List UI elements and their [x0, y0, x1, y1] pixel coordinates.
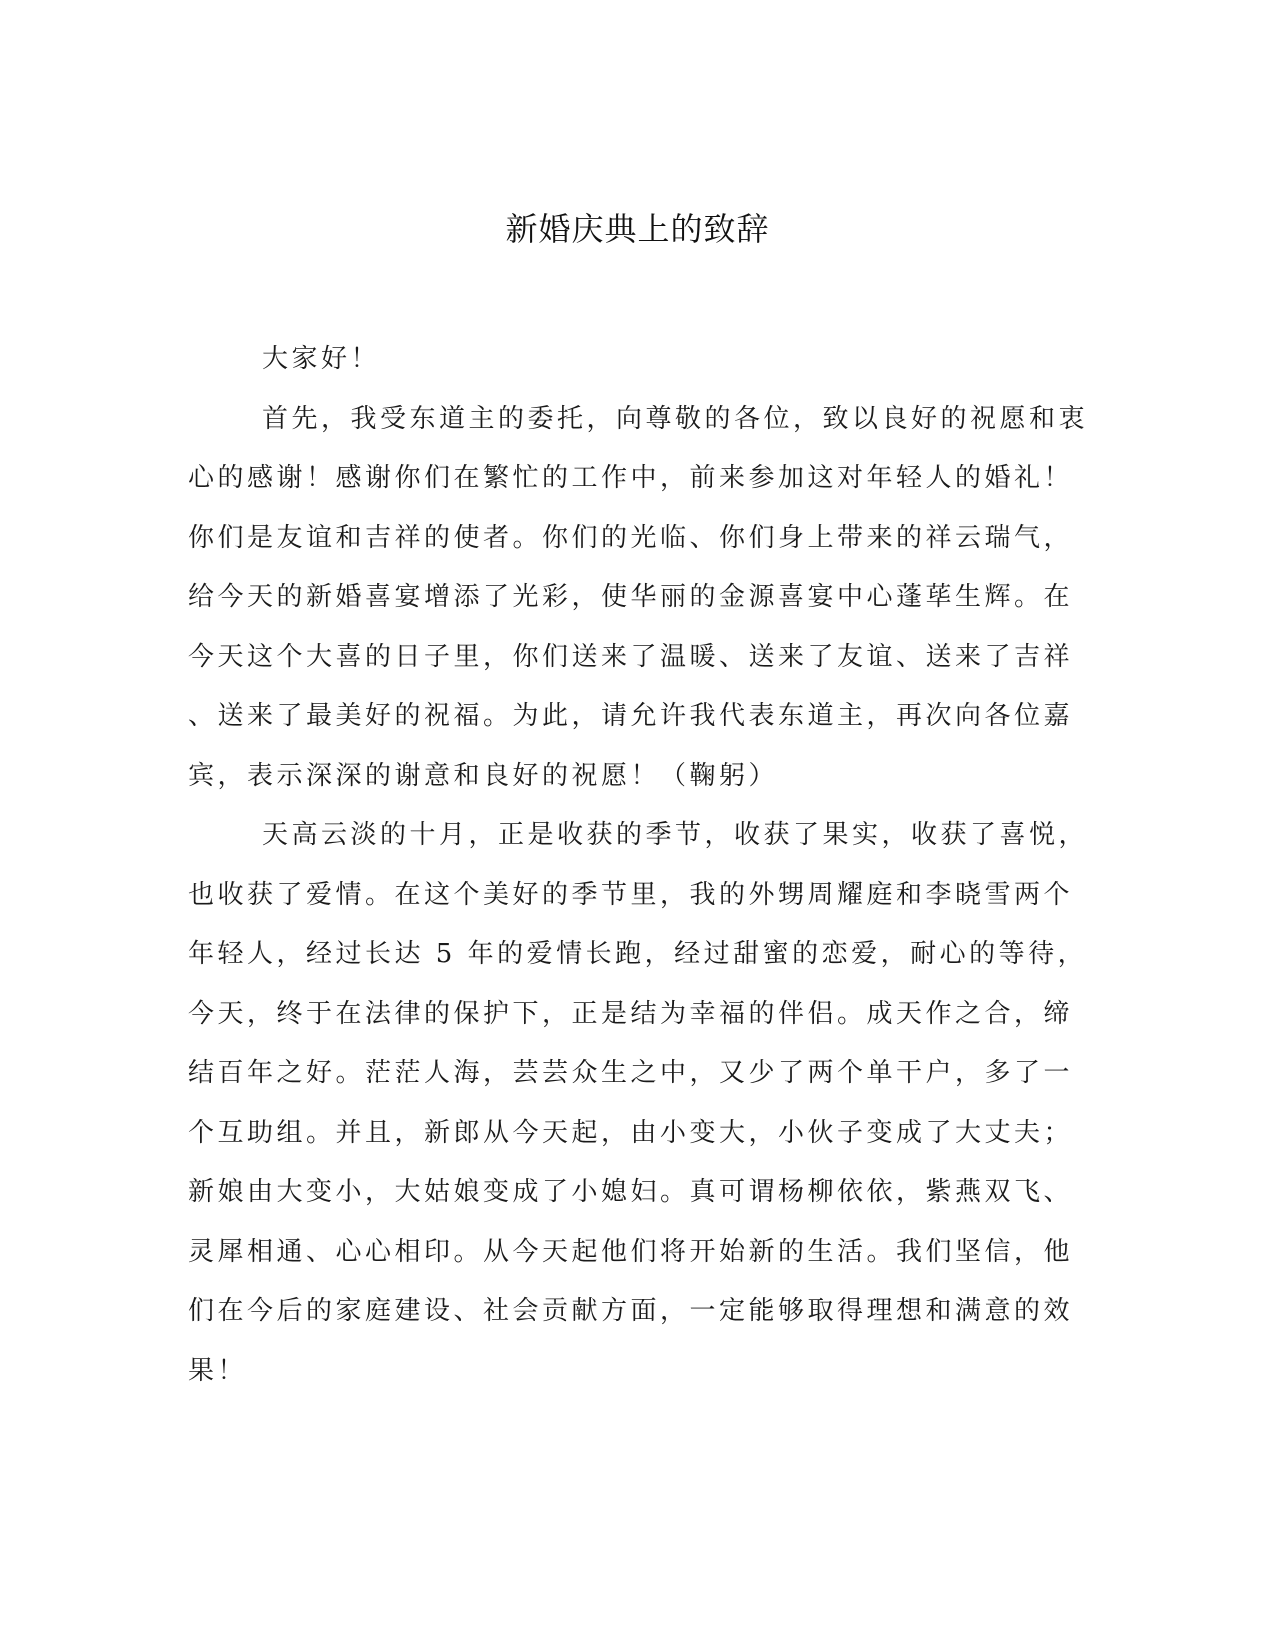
paragraph-greeting [188, 330, 1068, 390]
text-line: 宾，表示深深的谢意和良好的祝愿！（鞠躬） [188, 760, 779, 791]
text-line: 首先，我受东道主的委托，向尊敬的各位，致以良好的祝愿和衷 [262, 403, 1089, 434]
paragraph-couple [188, 806, 1089, 1401]
text-line: 果！ [188, 1355, 248, 1386]
text-line: 年轻人，经过长达 5 年的爱情长跑，经过甜蜜的恋爱，耐心的等待， [188, 939, 1088, 969]
text-line: 今天，终于在法律的保护下，正是结为幸福的伴侣。成天作之合，缔 [188, 998, 1074, 1029]
text-line: 天高云淡的十月，正是收获的季节，收获了果实，收获了喜悦， [262, 820, 1089, 850]
document-title: 新婚庆典上的致辞 [505, 210, 770, 248]
paragraph-thanks [188, 390, 1089, 807]
text-line: 今天这个大喜的日子里，你们送来了温暖、送来了友谊、送来了吉祥 [188, 641, 1074, 672]
text-line: 新娘由大变小，大姑娘变成了小媳妇。真可谓杨柳依依，紫燕双飞、 [188, 1177, 1074, 1207]
text-line: 大家好！ [262, 344, 381, 374]
text-line: 灵犀相通、心心相印。从今天起他们将开始新的生活。我们坚信，他 [188, 1236, 1074, 1267]
text-line: 也收获了爱情。在这个美好的季节里，我的外甥周耀庭和李晓雪两个 [188, 879, 1074, 910]
text-line: 给今天的新婚喜宴增添了光彩，使华丽的金源喜宴中心蓬荜生辉。在 [188, 582, 1074, 612]
text-line: 结百年之好。茫茫人海，芸芸众生之中，又少了两个单干户，多了一 [188, 1058, 1074, 1088]
text-line: 们在今后的家庭建设、社会贡献方面，一定能够取得理想和满意的效 [188, 1296, 1074, 1326]
document-body [188, 330, 1089, 1401]
text-line: 心的感谢！感谢你们在繁忙的工作中，前来参加这对年轻人的婚礼！ [188, 463, 1074, 493]
text-line: 你们是友谊和吉祥的使者。你们的光临、你们身上带来的祥云瑞气， [188, 522, 1074, 553]
text-line: 、送来了最美好的祝福。为此，请允许我代表东道主，再次向各位嘉 [188, 701, 1074, 731]
text-line: 个互助组。并且，新郎从今天起，由小变大，小伙子变成了大丈夫； [188, 1117, 1074, 1148]
